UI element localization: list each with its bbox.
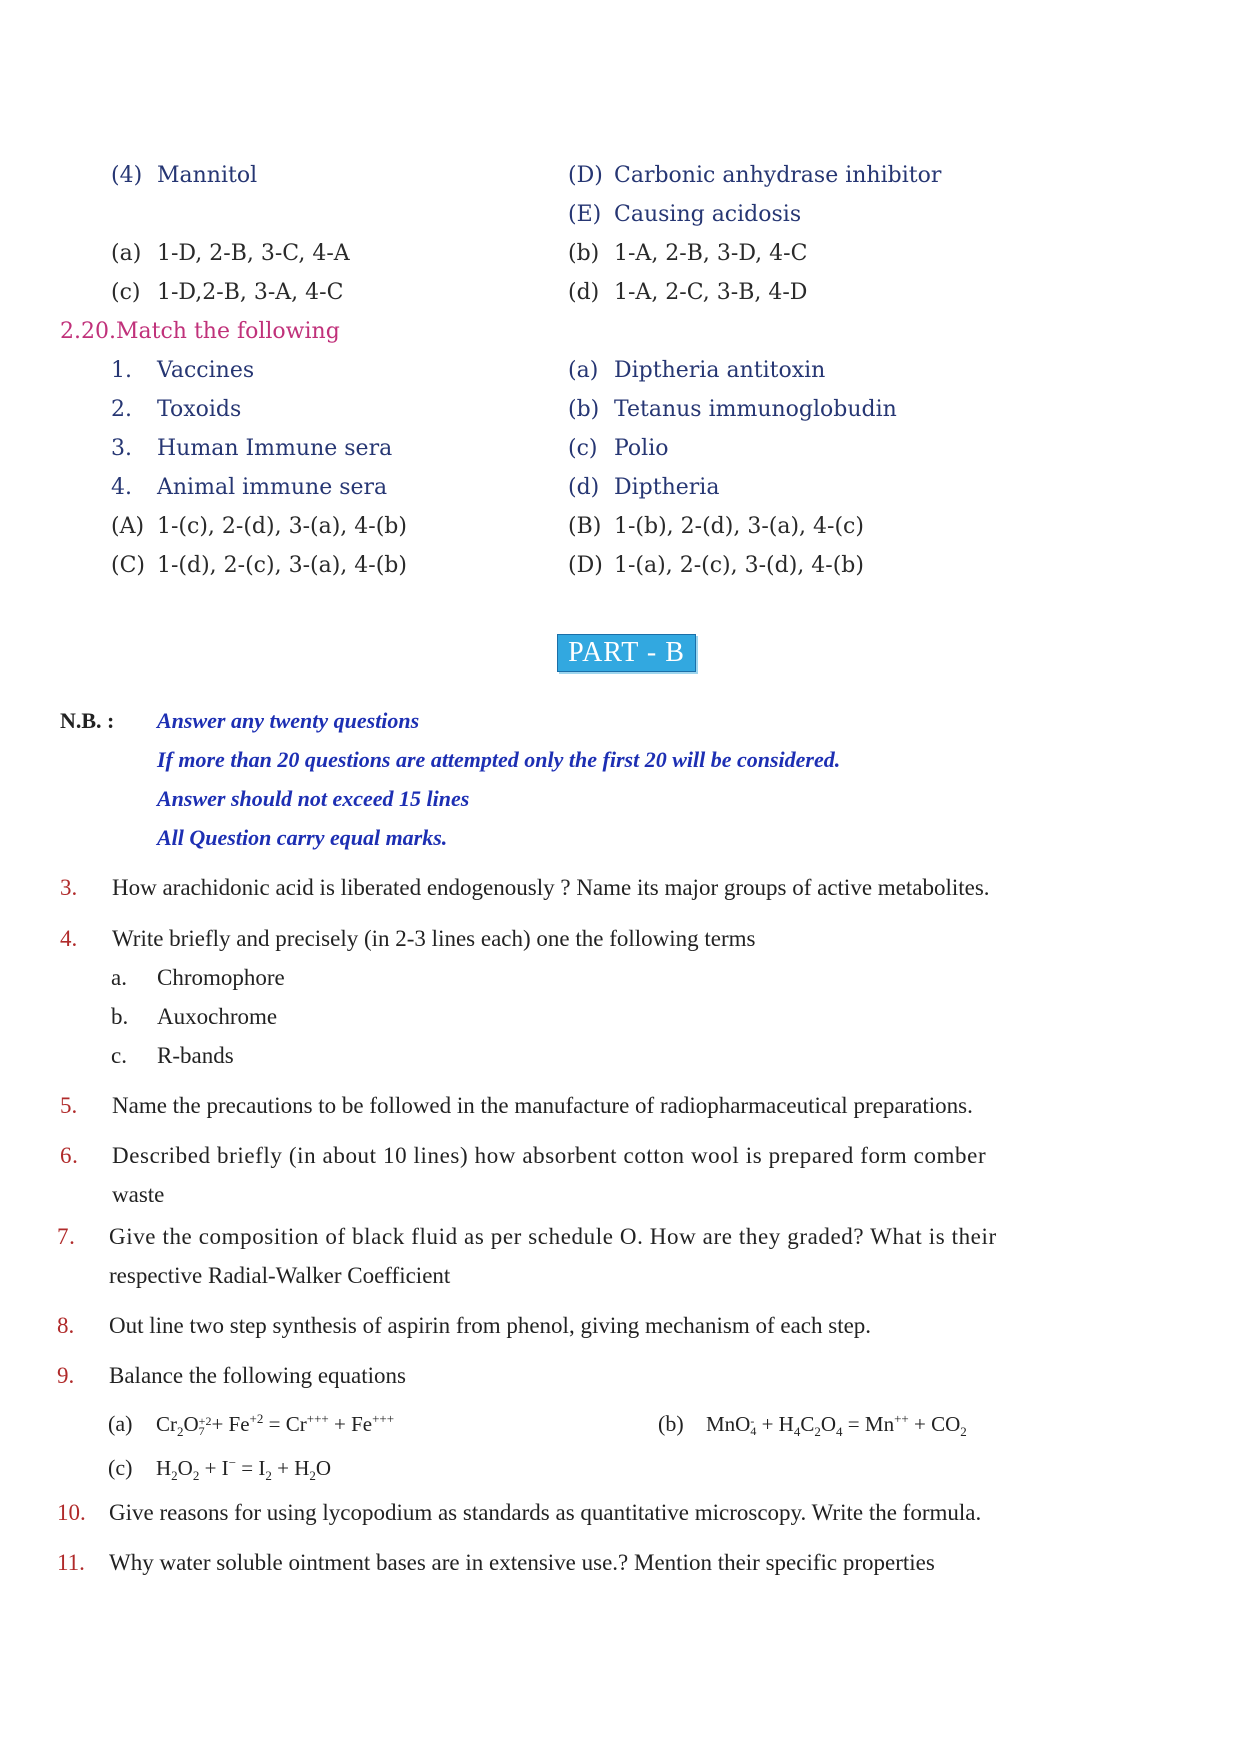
part-b-heading: PART - B [557,634,696,672]
item-text: Causing acidosis [614,202,802,227]
option-label: (c) [111,280,141,305]
match-item-right-e [568,200,801,230]
eq-sup: +2 [198,1414,212,1429]
answer-option-a [111,239,350,269]
question-11 [57,1548,935,1578]
item-text: Animal immune sera [157,475,388,500]
match-left-4 [111,473,387,503]
eq-term: + Fe [211,1412,250,1436]
item-number: (b) [568,397,600,422]
question-6 [60,1141,986,1171]
item-text: Diptheria antitoxin [614,358,826,383]
item-text: Mannitol [157,163,258,188]
sub-text: Chromophore [157,965,285,990]
question-number: 8. [57,1313,75,1338]
eq-term: = Cr [263,1412,307,1436]
eq-stack [198,1414,212,1439]
eq-term: + CO [908,1412,961,1436]
item-number: 3. [111,436,132,461]
item-text: Carbonic anhydrase inhibitor [614,163,942,188]
question-8 [57,1311,871,1341]
sub-text: Auxochrome [157,1004,278,1029]
nb-label: N.B. : [60,708,115,733]
question-number: 10. [57,1500,86,1525]
item-number: (D) [568,163,603,188]
option-text: 1-D, 2-B, 3-C, 4-A [157,241,350,266]
eq-term: + H [756,1412,794,1436]
match-right-c [568,434,668,464]
option-label: (a) [111,241,142,266]
option-label: (C) [111,553,145,578]
item-number: 2. [111,397,132,422]
match-left-3 [111,434,392,464]
answer-option-D [568,551,864,581]
question-text: Name the precautions to be followed in the manufacture of radiopharmaceutical preparations. [112,1093,973,1118]
eq-term: Cr [156,1412,177,1436]
match-left-1 [111,356,254,386]
eq-sup: - [750,1414,755,1429]
match-item-left-4 [111,161,257,191]
sub-label: a. [111,965,127,990]
eq-sub: 2 [960,1424,967,1440]
answer-option-B [568,512,864,542]
eq-sup: ++ [894,1411,909,1426]
match-right-a [568,356,825,386]
eq-term: + I [199,1456,229,1480]
question-4-sub-c [111,1041,234,1071]
eq-sup: +++ [372,1411,395,1426]
answer-option-C [111,551,407,581]
option-text: 1-(c), 2-(d), 3-(a), 4-(b) [157,514,407,539]
nb-line-1: Answer any twenty questions [157,708,420,733]
sub-label: c. [111,1043,127,1068]
option-label: (B) [568,514,602,539]
eq-term: = Mn [842,1412,895,1436]
question-3 [60,873,990,903]
equation-c [108,1448,331,1491]
item-number: 4. [111,475,132,500]
match-right-d [568,473,719,503]
eq-term: + H [271,1456,310,1480]
eq-term: MnO [706,1412,751,1436]
match-right-b [568,395,897,425]
option-text: 1-(a), 2-(c), 3-(d), 4-(b) [614,553,864,578]
option-label: (A) [111,514,145,539]
eq-term: O [177,1456,193,1480]
item-text: Polio [614,436,669,461]
question-number: 11. [57,1550,85,1575]
question-4 [60,924,756,954]
option-text: 1-(b), 2-(d), 3-(a), 4-(c) [614,514,864,539]
item-number: (c) [568,436,598,461]
item-text: Tetanus immunoglobudin [614,397,897,422]
question-5 [60,1091,973,1121]
question-9 [57,1361,406,1391]
question-number: 9. [57,1363,75,1388]
question-text: How arachidonic acid is liberated endogenously ? Name its major groups of active metabolites. [112,875,990,900]
match-left-2 [111,395,241,425]
item-text: Vaccines [157,358,255,383]
eq-sup: +++ [306,1411,329,1426]
question-number: 7. [57,1224,76,1249]
item-number: (E) [568,202,602,227]
eq-term: C [800,1412,815,1436]
question-text-line-1: Described briefly (in about 10 lines) how absorbent cotton wool is prepared form comber [112,1143,987,1168]
eq-sub: 2 [309,1468,316,1484]
nb-line-4: All Question carry equal marks. [157,825,448,850]
item-text: Toxoids [157,397,242,422]
eq-sup: +2 [249,1411,264,1426]
equation-a [108,1404,394,1447]
option-label: (D) [568,553,603,578]
item-text: Human Immune sera [157,436,393,461]
question-text: Out line two step synthesis of aspirin from phenol, giving mechanism of each step. [109,1313,872,1338]
question-number: 3. [60,875,78,900]
eq-term: + Fe [328,1412,373,1436]
nb-line-3: Answer should not exceed 15 lines [157,786,470,811]
question-7-line-2: respective Radial-Walker Coefficient [109,1263,451,1288]
question-number: 6. [60,1143,79,1168]
equation-b [658,1404,967,1447]
sub-label: b. [111,1004,129,1029]
question-4-sub-a [111,963,285,993]
eq-sub: 4 [793,1424,801,1440]
option-label: (d) [568,280,600,305]
answer-option-b [568,239,807,269]
item-number: (4) [111,163,143,188]
question-4-sub-b [111,1002,277,1032]
question-text: Give reasons for using lycopodium as standards as quantitative microscopy. Write the formula. [109,1500,982,1525]
nb-line-2: If more than 20 questions are attempted only the first 20 will be considered. [157,747,841,772]
question-text-line-1: Give the composition of black fluid as per schedule O. How are they graded? What is their [109,1224,997,1249]
answer-option-A [111,512,407,542]
eq-term: O [820,1412,837,1436]
question-number: 4. [60,926,78,951]
eq-term: O [315,1456,332,1480]
question-10 [57,1498,981,1528]
item-number: 1. [111,358,132,383]
eq-sup: − [228,1455,237,1470]
equation-label: (b) [658,1411,684,1436]
eq-sub: 4 [750,1424,757,1439]
option-text: 1-A, 2-B, 3-D, 4-C [614,241,808,266]
eq-term: H [156,1456,172,1480]
eq-sub: 2 [265,1468,272,1484]
question-6-line-2: waste [112,1182,165,1207]
question-text: Write briefly and precisely (in 2-3 lines each) one the following terms [112,926,756,951]
question-number: 5. [60,1093,78,1118]
question-2-20-title: 2.20.Match the following [60,319,340,344]
question-text: Balance the following equations [109,1363,407,1388]
equation-label: (c) [108,1455,133,1480]
eq-term: O [183,1412,199,1436]
item-text: Diptheria [614,475,720,500]
eq-sub: 2 [814,1424,821,1440]
eq-term: = I [236,1456,266,1480]
option-text: 1-(d), 2-(c), 3-(a), 4-(b) [157,553,407,578]
option-label: (b) [568,241,600,266]
eq-sub: 2 [192,1468,200,1484]
item-number: (d) [568,475,600,500]
question-text: Why water soluble ointment bases are in extensive use.? Mention their specific properties [109,1550,935,1575]
eq-sub: 2 [177,1424,184,1440]
match-item-right-d [568,161,941,191]
eq-sub: 4 [836,1424,843,1440]
eq-sub: 2 [171,1468,178,1484]
option-text: 1-D,2-B, 3-A, 4-C [157,280,344,305]
answer-option-c [111,278,343,308]
equation-label: (a) [108,1411,133,1436]
sub-text: R-bands [157,1043,234,1068]
item-number: (a) [568,358,599,383]
eq-sub: 7 [198,1424,205,1439]
question-7 [57,1222,997,1252]
option-text: 1-A, 2-C, 3-B, 4-D [614,280,808,305]
answer-option-d [568,278,807,308]
